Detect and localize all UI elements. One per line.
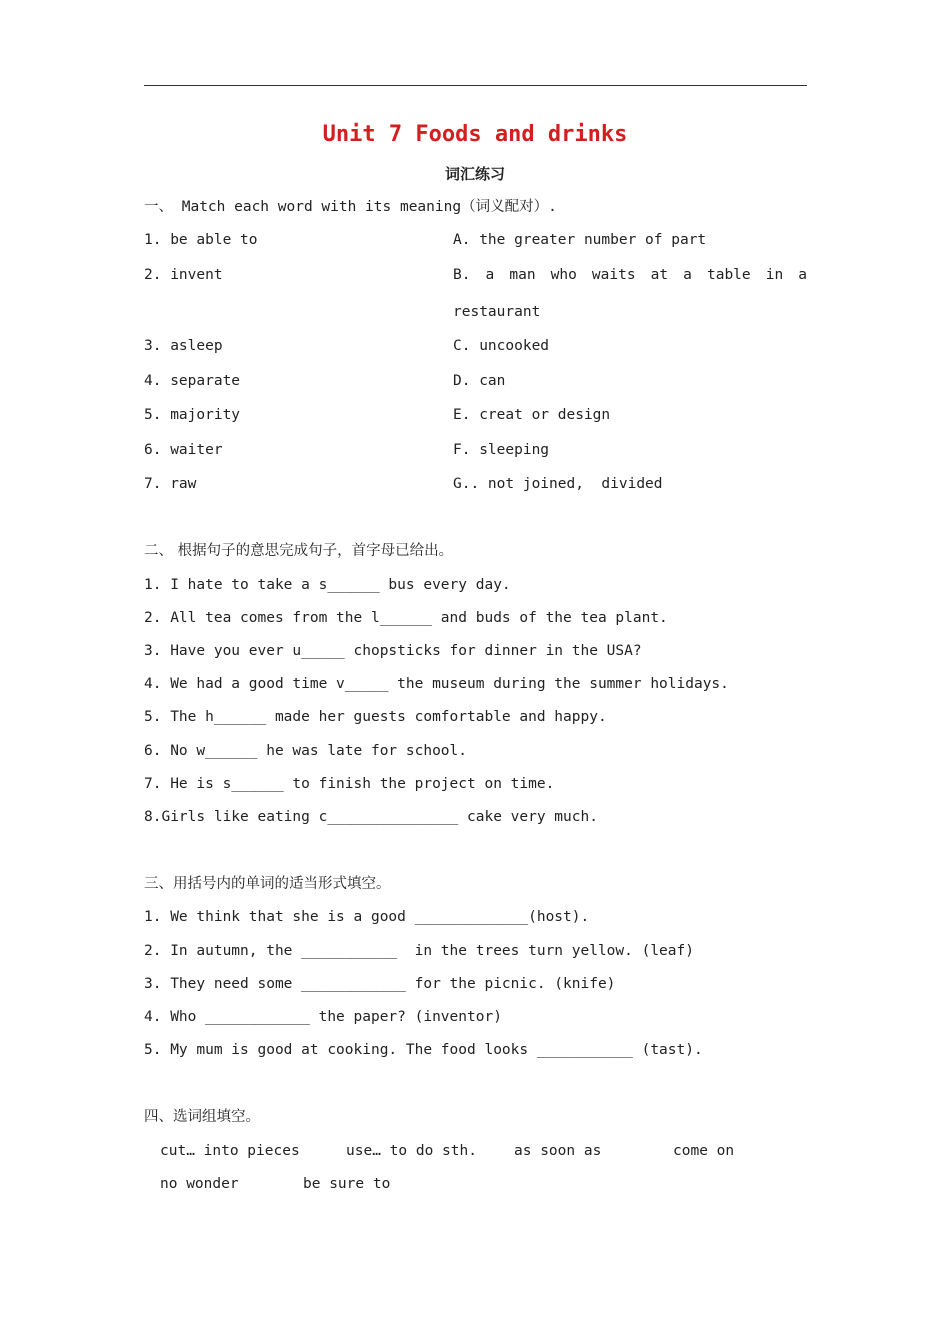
sentence-item: 1. I hate to take a s______ bus every day. [144, 577, 511, 593]
phrase-option: as soon as [514, 1143, 602, 1159]
match-word: 5. majority [144, 407, 241, 423]
fill-item: 2. In autumn, the ___________ in the trees turn yellow. (leaf) [144, 943, 694, 959]
match-meaning: B. a man who waits at a table in a [453, 267, 807, 283]
header-rule [144, 85, 807, 86]
section1-heading: 一、 Match each word with its meaning（词义配对）. [144, 199, 557, 215]
match-meaning: F. sleeping [453, 442, 550, 458]
match-meaning: restaurant [453, 304, 541, 320]
match-meaning: D. can [453, 373, 506, 389]
sentence-item: 8.Girls like eating c_______________ cake very much. [144, 809, 598, 825]
phrase-option: come on [673, 1143, 735, 1159]
match-word: 7. raw [144, 476, 197, 492]
match-word: 2. invent [144, 267, 223, 283]
sentence-item: 4. We had a good time v_____ the museum during the summer holidays. [144, 676, 729, 692]
match-word: 4. separate [144, 373, 241, 389]
section2-heading: 二、 根据句子的意思完成句子，首字母已给出。 [144, 543, 454, 559]
phrase-option: no wonder [160, 1176, 239, 1192]
fill-item: 1. We think that she is a good _____________(host). [144, 909, 590, 925]
sentence-item: 7. He is s______ to finish the project on time. [144, 776, 555, 792]
fill-item: 4. Who ____________ the paper? (inventor) [144, 1009, 502, 1025]
section3-heading: 三、用括号内的单词的适当形式填空。 [144, 876, 391, 892]
match-meaning: C. uncooked [453, 338, 550, 354]
match-word: 1. be able to [144, 232, 258, 248]
phrase-option: cut… into pieces [160, 1143, 300, 1159]
page-subtitle: 词汇练习 [444, 165, 505, 183]
sentence-item: 2. All tea comes from the l______ and buds of the tea plant. [144, 610, 668, 626]
sentence-item: 6. No w______ he was late for school. [144, 743, 468, 759]
section4-heading: 四、选词组填空。 [144, 1109, 260, 1125]
sentence-item: 5. The h______ made her guests comfortable and happy. [144, 709, 607, 725]
sentence-item: 3. Have you ever u_____ chopsticks for dinner in the USA? [144, 643, 642, 659]
phrase-option: use… to do sth. [346, 1143, 477, 1159]
match-meaning: E. creat or design [453, 407, 611, 423]
fill-item: 3. They need some ____________ for the picnic. (knife) [144, 976, 616, 992]
match-meaning: A. the greater number of part [453, 232, 707, 248]
fill-item: 5. My mum is good at cooking. The food looks ___________ (tast). [144, 1042, 703, 1058]
match-meaning: G.. not joined, divided [453, 476, 663, 492]
match-word: 3. asleep [144, 338, 223, 354]
match-word: 6. waiter [144, 442, 223, 458]
page-title: Unit 7 Foods and drinks [322, 122, 628, 147]
phrase-option: be sure to [303, 1176, 391, 1192]
